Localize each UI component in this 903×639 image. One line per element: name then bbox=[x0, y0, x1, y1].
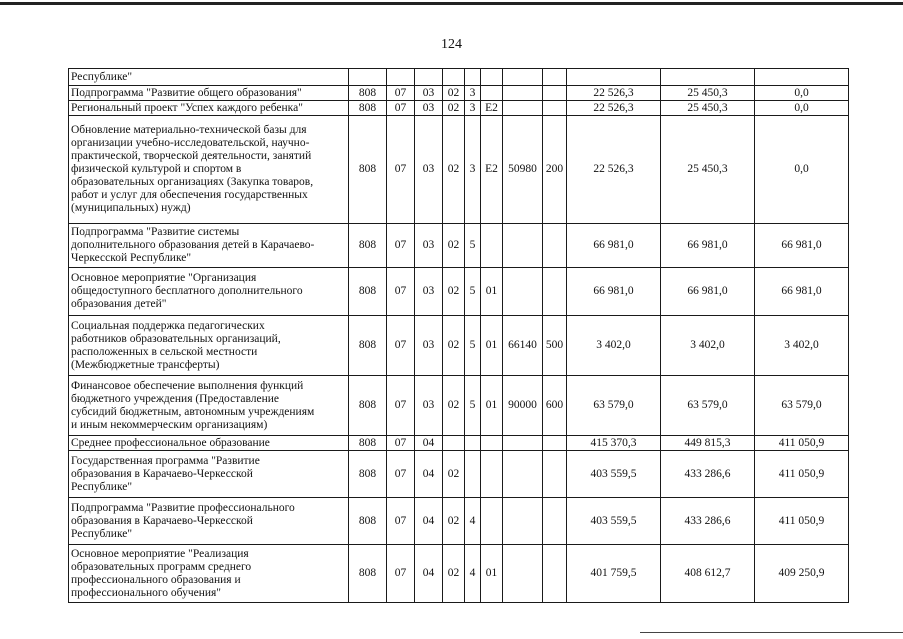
direction-code-cell: 50980 bbox=[503, 116, 543, 224]
section-code-cell: 07 bbox=[387, 268, 415, 316]
ministry-code-cell: 808 bbox=[349, 451, 387, 498]
subprogram-code-cell: 4 bbox=[465, 545, 481, 603]
direction-code-cell bbox=[503, 436, 543, 451]
section-code-cell: 07 bbox=[387, 116, 415, 224]
amount-year2-cell: 433 286,6 bbox=[661, 451, 755, 498]
amount-year3-cell: 66 981,0 bbox=[755, 224, 849, 268]
subsection-code-cell: 03 bbox=[415, 116, 443, 224]
direction-code-cell: 66140 bbox=[503, 316, 543, 376]
event-code-cell: 01 bbox=[481, 545, 503, 603]
direction-code-cell bbox=[503, 69, 543, 86]
amount-year2-cell bbox=[661, 69, 755, 86]
subprogram-code-cell bbox=[465, 69, 481, 86]
budget-table bbox=[68, 68, 849, 603]
amount-year3-cell: 0,0 bbox=[755, 86, 849, 101]
page-number: 124 bbox=[441, 37, 462, 52]
subprogram-code-cell: 5 bbox=[465, 316, 481, 376]
direction-code-cell bbox=[503, 268, 543, 316]
program-code-cell: 02 bbox=[443, 316, 465, 376]
expense-type-cell: 600 bbox=[543, 376, 567, 436]
amount-year2-cell: 449 815,3 bbox=[661, 436, 755, 451]
program-code-cell bbox=[443, 69, 465, 86]
table-row bbox=[69, 545, 849, 603]
expense-type-cell bbox=[543, 436, 567, 451]
table-row bbox=[69, 451, 849, 498]
expense-type-cell bbox=[543, 451, 567, 498]
program-code-cell: 02 bbox=[443, 224, 465, 268]
subprogram-code-cell bbox=[465, 436, 481, 451]
direction-code-cell bbox=[503, 545, 543, 603]
subprogram-code-cell: 3 bbox=[465, 86, 481, 101]
program-code-cell: 02 bbox=[443, 101, 465, 116]
subprogram-code-cell: 5 bbox=[465, 376, 481, 436]
subsection-code-cell: 03 bbox=[415, 101, 443, 116]
amount-year2-cell: 433 286,6 bbox=[661, 498, 755, 545]
table-row bbox=[69, 224, 849, 268]
program-code-cell: 02 bbox=[443, 376, 465, 436]
direction-code-cell bbox=[503, 224, 543, 268]
ministry-code-cell: 808 bbox=[349, 101, 387, 116]
amount-year1-cell: 3 402,0 bbox=[567, 316, 661, 376]
amount-year3-cell bbox=[755, 69, 849, 86]
subprogram-code-cell: 5 bbox=[465, 224, 481, 268]
row-name-cell: Региональный проект "Успех каждого ребенка" bbox=[69, 101, 349, 116]
section-code-cell: 07 bbox=[387, 86, 415, 101]
table-row bbox=[69, 116, 849, 224]
ministry-code-cell: 808 bbox=[349, 436, 387, 451]
table-row bbox=[69, 436, 849, 451]
amount-year3-cell: 66 981,0 bbox=[755, 268, 849, 316]
table-row bbox=[69, 101, 849, 116]
direction-code-cell bbox=[503, 86, 543, 101]
subsection-code-cell: 03 bbox=[415, 316, 443, 376]
amount-year3-cell: 0,0 bbox=[755, 116, 849, 224]
program-code-cell: 02 bbox=[443, 498, 465, 545]
section-code-cell: 07 bbox=[387, 376, 415, 436]
row-name-cell: Подпрограмма "Развитие профессионального образования в Карачаево-Черкесской Республике" bbox=[69, 498, 349, 545]
ministry-code-cell bbox=[349, 69, 387, 86]
amount-year3-cell: 411 050,9 bbox=[755, 451, 849, 498]
table-row bbox=[69, 376, 849, 436]
event-code-cell bbox=[481, 86, 503, 101]
amount-year2-cell: 25 450,3 bbox=[661, 86, 755, 101]
amount-year1-cell: 63 579,0 bbox=[567, 376, 661, 436]
amount-year3-cell: 411 050,9 bbox=[755, 436, 849, 451]
row-name-cell: Государственная программа "Развитие образования в Карачаево-Черкесской Республике" bbox=[69, 451, 349, 498]
amount-year3-cell: 0,0 bbox=[755, 101, 849, 116]
expense-type-cell bbox=[543, 268, 567, 316]
section-code-cell: 07 bbox=[387, 436, 415, 451]
ministry-code-cell: 808 bbox=[349, 316, 387, 376]
subprogram-code-cell bbox=[465, 451, 481, 498]
row-name-cell: Обновление материально-технической базы для организации учебно-исследовательской, научно- практической, творческой деятельности, занятий физической культурой и спортом в образовательных организациях (Закупка товаров, работ и услуг для обеспечения государственных (муниципальных) нужд) bbox=[69, 116, 349, 224]
section-code-cell: 07 bbox=[387, 101, 415, 116]
top-rule bbox=[0, 2, 903, 5]
event-code-cell bbox=[481, 224, 503, 268]
subprogram-code-cell: 5 bbox=[465, 268, 481, 316]
row-name-cell: Подпрограмма "Развитие общего образования" bbox=[69, 86, 349, 101]
ministry-code-cell: 808 bbox=[349, 224, 387, 268]
ministry-code-cell: 808 bbox=[349, 268, 387, 316]
subsection-code-cell bbox=[415, 69, 443, 86]
amount-year1-cell: 22 526,3 bbox=[567, 101, 661, 116]
subsection-code-cell: 03 bbox=[415, 224, 443, 268]
event-code-cell: E2 bbox=[481, 101, 503, 116]
expense-type-cell bbox=[543, 86, 567, 101]
subsection-code-cell: 04 bbox=[415, 498, 443, 545]
amount-year2-cell: 3 402,0 bbox=[661, 316, 755, 376]
amount-year1-cell: 403 559,5 bbox=[567, 498, 661, 545]
subprogram-code-cell: 3 bbox=[465, 116, 481, 224]
amount-year2-cell: 66 981,0 bbox=[661, 224, 755, 268]
section-code-cell: 07 bbox=[387, 316, 415, 376]
row-name-cell: Подпрограмма "Развитие системы дополнительного образования детей в Карачаево- Черкесской Республике" bbox=[69, 224, 349, 268]
amount-year3-cell: 63 579,0 bbox=[755, 376, 849, 436]
direction-code-cell bbox=[503, 101, 543, 116]
amount-year2-cell: 63 579,0 bbox=[661, 376, 755, 436]
amount-year1-cell: 403 559,5 bbox=[567, 451, 661, 498]
program-code-cell bbox=[443, 436, 465, 451]
amount-year1-cell: 22 526,3 bbox=[567, 116, 661, 224]
expense-type-cell bbox=[543, 101, 567, 116]
expense-type-cell bbox=[543, 69, 567, 86]
subsection-code-cell: 04 bbox=[415, 545, 443, 603]
subsection-code-cell: 03 bbox=[415, 376, 443, 436]
table-row bbox=[69, 86, 849, 101]
row-name-cell: Социальная поддержка педагогических работников образовательных организаций, расположенных в сельской местности (Межбюджетные трансферты) bbox=[69, 316, 349, 376]
event-code-cell: 01 bbox=[481, 316, 503, 376]
amount-year1-cell: 66 981,0 bbox=[567, 224, 661, 268]
expense-type-cell: 200 bbox=[543, 116, 567, 224]
event-code-cell bbox=[481, 498, 503, 545]
subprogram-code-cell: 4 bbox=[465, 498, 481, 545]
event-code-cell bbox=[481, 451, 503, 498]
ministry-code-cell: 808 bbox=[349, 86, 387, 101]
expense-type-cell: 500 bbox=[543, 316, 567, 376]
section-code-cell: 07 bbox=[387, 545, 415, 603]
amount-year1-cell: 415 370,3 bbox=[567, 436, 661, 451]
program-code-cell: 02 bbox=[443, 86, 465, 101]
event-code-cell: 01 bbox=[481, 268, 503, 316]
row-name-cell: Основное мероприятие "Организация общедоступного бесплатного дополнительного образования детей" bbox=[69, 268, 349, 316]
subsection-code-cell: 04 bbox=[415, 436, 443, 451]
row-name-cell: Среднее профессиональное образование bbox=[69, 436, 349, 451]
amount-year3-cell: 3 402,0 bbox=[755, 316, 849, 376]
subsection-code-cell: 03 bbox=[415, 86, 443, 101]
expense-type-cell bbox=[543, 545, 567, 603]
section-code-cell: 07 bbox=[387, 224, 415, 268]
ministry-code-cell: 808 bbox=[349, 545, 387, 603]
program-code-cell: 02 bbox=[443, 545, 465, 603]
event-code-cell bbox=[481, 69, 503, 86]
table-row bbox=[69, 498, 849, 545]
row-name-cell: Республике" bbox=[69, 69, 349, 86]
table-row bbox=[69, 69, 849, 86]
table-row bbox=[69, 268, 849, 316]
section-code-cell: 07 bbox=[387, 498, 415, 545]
table-row bbox=[69, 316, 849, 376]
subsection-code-cell: 04 bbox=[415, 451, 443, 498]
bottom-rule bbox=[640, 632, 903, 633]
subprogram-code-cell: 3 bbox=[465, 101, 481, 116]
expense-type-cell bbox=[543, 224, 567, 268]
amount-year1-cell: 401 759,5 bbox=[567, 545, 661, 603]
event-code-cell bbox=[481, 436, 503, 451]
event-code-cell: 01 bbox=[481, 376, 503, 436]
direction-code-cell: 90000 bbox=[503, 376, 543, 436]
row-name-cell: Финансовое обеспечение выполнения функций бюджетного учреждения (Предоставление субсидий бюджетным, автономным учреждениям и иным некоммерческим организациям) bbox=[69, 376, 349, 436]
ministry-code-cell: 808 bbox=[349, 116, 387, 224]
program-code-cell: 02 bbox=[443, 268, 465, 316]
amount-year1-cell: 66 981,0 bbox=[567, 268, 661, 316]
amount-year3-cell: 409 250,9 bbox=[755, 545, 849, 603]
program-code-cell: 02 bbox=[443, 116, 465, 224]
amount-year1-cell: 22 526,3 bbox=[567, 86, 661, 101]
amount-year2-cell: 66 981,0 bbox=[661, 268, 755, 316]
section-code-cell: 07 bbox=[387, 451, 415, 498]
amount-year3-cell: 411 050,9 bbox=[755, 498, 849, 545]
ministry-code-cell: 808 bbox=[349, 498, 387, 545]
amount-year2-cell: 25 450,3 bbox=[661, 101, 755, 116]
row-name-cell: Основное мероприятие "Реализация образовательных программ среднего профессионального образования и профессионального обучения" bbox=[69, 545, 349, 603]
amount-year2-cell: 408 612,7 bbox=[661, 545, 755, 603]
ministry-code-cell: 808 bbox=[349, 376, 387, 436]
section-code-cell bbox=[387, 69, 415, 86]
direction-code-cell bbox=[503, 451, 543, 498]
amount-year2-cell: 25 450,3 bbox=[661, 116, 755, 224]
subsection-code-cell: 03 bbox=[415, 268, 443, 316]
expense-type-cell bbox=[543, 498, 567, 545]
amount-year1-cell bbox=[567, 69, 661, 86]
direction-code-cell bbox=[503, 498, 543, 545]
program-code-cell: 02 bbox=[443, 451, 465, 498]
event-code-cell: E2 bbox=[481, 116, 503, 224]
